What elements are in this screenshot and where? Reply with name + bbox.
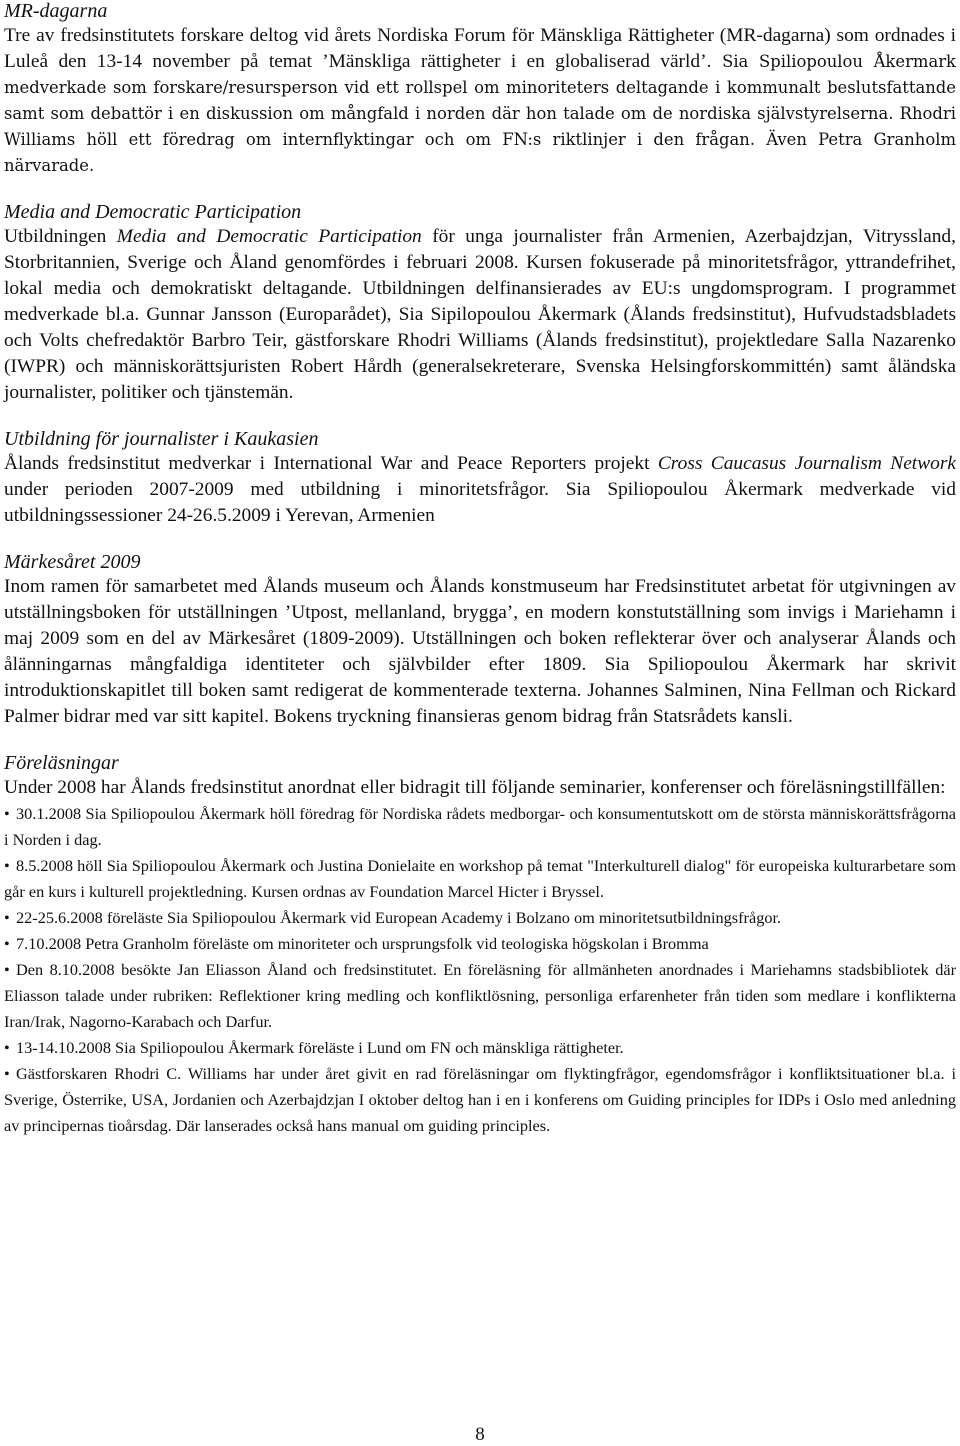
list-item: • 8.5.2008 höll Sia Spiliopoulou Åkermark och Justina Donielaite en workshop på temat "Interkulturell dialog" för europeiska kulturarbetare som går en kurs i kulturell projektledning. Kursen ordnas av Foundation Marcel Hicter i Bryssel. — [4, 853, 956, 905]
list-item: • Den 8.10.2008 besökte Jan Eliasson Åland och fredsinstitutet. En föreläsning för allmänheten anordnades i Mariehamns stadsbibliotek där Eliasson talade under rubriken: Reflektioner kring medling och konfliktlösning, personliga erfarenheter från tiden som medlare i konflikterna Iran/Irak, Nagorno-Karabach och Darfur. — [4, 957, 956, 1035]
bullet-icon: • — [4, 856, 10, 875]
section-paragraph — [4, 451, 956, 529]
bullet-icon: • — [4, 960, 10, 979]
section-markesaret — [4, 551, 956, 730]
section-media-democratic — [4, 201, 956, 406]
paragraph-text: under perioden 2007-2009 med utbildning i minoritetsfrågor. Sia Spiliopoulou Åkermark medverkade vid utbildningssessioner 24-26.5.2009 i Yerevan, Armenien — [4, 479, 956, 526]
list-item: • 7.10.2008 Petra Granholm föreläste om minoriteter och ursprungsfolk vid teologiska högskolan i Bromma — [4, 931, 956, 957]
paragraph-italic-title: Media and Democratic Participation — [116, 226, 422, 247]
paragraph-text-serif: Tre av fredsinstitutets forskare deltog vid årets Nordiska Forum för Mänskliga Rättigheter (MR-dagarna) som ordnades i Luleå den 13-14 november på temat ’Mänskliga rättigheter i en globaliserad värld’. — [4, 25, 956, 72]
section-paragraph — [4, 23, 956, 179]
list-item: • 30.1.2008 Sia Spiliopoulou Åkermark höll föredrag för Nordiska rådets medborgar- och konsumentutskott om de största människorättsfrågorna i Norden i dag. — [4, 801, 956, 853]
bullet-icon: • — [4, 908, 10, 927]
page-number: 8 — [475, 1424, 485, 1445]
section-paragraph: Inom ramen för samarbetet med Ålands museum och Ålands konstmuseum har Fredsinstitutet arbetat för utgivningen av utställningsboken för utställningen ’Utpost, mellanland, brygga’, en modern konstutställning som invigs i Mariehamn i maj 2009 som en del av Märkesåret (1809-2009). Utställningen och boken reflekterar över och analyserar Ålands och ålänningarnas mångfaldiga identiteter och självbilder efter 1809. Sia Spiliopoulou Åkermark har skrivit introduktionskapitlet till boken samt redigerat de kommenterade texterna. Johannes Salminen, Nina Fellman och Rickard Palmer bidrar med var sitt kapitel. Bokens tryckning finansieras genom bidrag från Statsrådets kansli. — [4, 576, 956, 727]
section-heading: Utbildning för journalister i Kaukasien — [4, 428, 319, 450]
paragraph-text-sans: Sia Spiliopoulou Åkermark medverkade som forskare/resursperson vid ett rollspel om minoriteters deltagande i kommunalt beslutsfattande samt som debattör i en diskussion om mångfald i norden där hon talade om de nordiska självstyrelserna. Rhodri Williams höll ett föredrag om internflyktingar och om FN:s riktlinjer i den frågan. Även Petra Granholm närvarade. — [4, 52, 956, 175]
bullet-icon: • — [4, 1064, 10, 1083]
bullet-icon: • — [4, 1038, 10, 1057]
paragraph-text: Ålands fredsinstitut medverkar i International War and Peace Reporters projekt — [4, 453, 658, 474]
section-mr-dagarna — [4, 0, 956, 179]
paragraph-italic-title: Cross Caucasus Journalism Network — [657, 453, 956, 474]
paragraph-text: för unga journalister från Armenien, Azerbajdzjan, Vitryssland, Storbritannien, Sverige och Åland genomfördes i februari 2008. Kursen fokuserade på minoritetsfrågor, yttrandefrihet, lokal media och demokratiskt deltagande. Utbildningen delfinansierades av EU:s ungdomsprogram. I programmet medverkade bl.a. Gunnar Jansson (Europarådet), Sia Sipilopoulou Åkermark (Ålands fredsinstitut), Hufvudstadsbladets och Volts chefredaktör Barbro Teir, gästforskare Rhodri Williams (Ålands fredsinstitut), projektledare Salla Nazarenko (IWPR) och människorättsjuristen Robert Hårdh (generalsekreterare, Svenska Helsingforskommittén) samt åländska journalister, politiker och tjänstemän. — [4, 226, 956, 403]
section-paragraph — [4, 224, 956, 406]
document-page — [4, 0, 956, 1139]
bullet-icon: • — [4, 934, 10, 953]
section-intro: Under 2008 har Ålands fredsinstitut anordnat eller bidragit till följande seminarier, konferenser och föreläsningstillfällen: — [4, 777, 946, 798]
list-item: • 13-14.10.2008 Sia Spiliopoulou Åkermark föreläste i Lund om FN och mänskliga rättigheter. — [4, 1035, 956, 1061]
section-heading: MR-dagarna — [4, 0, 108, 22]
section-heading: Märkesåret 2009 — [4, 551, 141, 573]
lecture-list — [4, 801, 956, 1139]
list-item: • Gästforskaren Rhodri C. Williams har under året givit en rad föreläsningar om flyktingfrågor, egendomsfrågor i konfliktsituationer bl.a. i Sverige, Österrike, USA, Jordanien och Azerbajdzjan I oktober deltog han i en i konferens om Guiding principles for IDPs i Oslo med anledning av principernas tioårsdag. Där lanserades också hans manual om guiding principles. — [4, 1061, 956, 1139]
list-item: • 22-25.6.2008 föreläste Sia Spiliopoulou Åkermark vid European Academy i Bolzano om minoritetsutbildningsfrågor. — [4, 905, 956, 931]
section-kaukasien — [4, 428, 956, 529]
section-heading: Föreläsningar — [4, 752, 119, 774]
bullet-icon: • — [4, 804, 10, 823]
section-forelasningar — [4, 752, 956, 1139]
paragraph-text: Utbildningen — [4, 226, 117, 247]
section-heading: Media and Democratic Participation — [4, 201, 302, 223]
